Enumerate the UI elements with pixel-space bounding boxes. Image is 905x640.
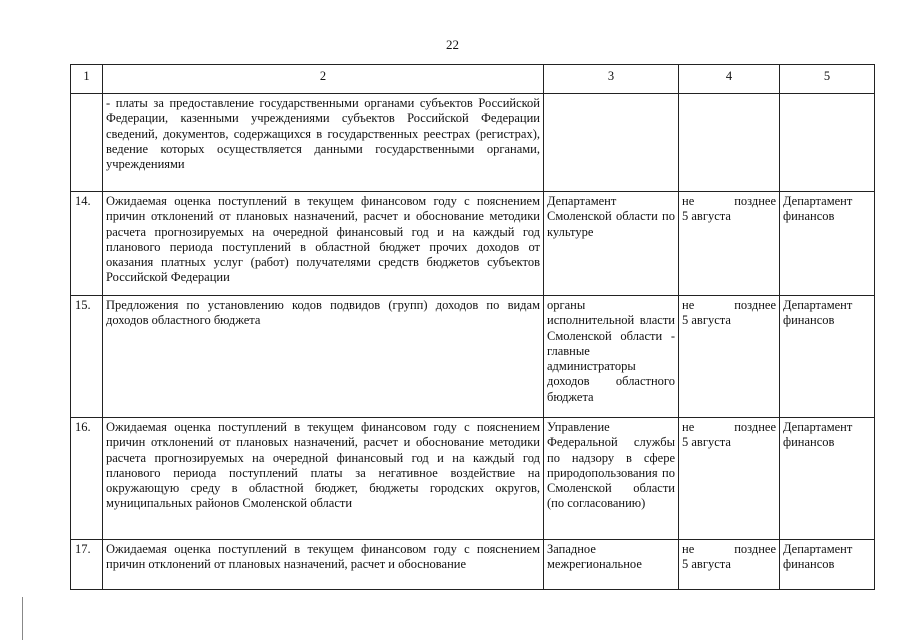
column-header-5: 5 [780,65,875,94]
row-description: Ожидаемая оценка поступлений в текущем финансовом году с пояснением причин отклонений от плановых назначений, расчет и обоснование методики расчета прогнозируемых на очередной финансовый год и на каждый год планового периода поступлений в областной бюджет прочих доходов от оказания платных услуг (работ) получателями средств бюджетов субъектов Российской Федерации [103,192,544,296]
column-header-1: 1 [71,65,103,94]
deadline-word-a: не [682,542,695,556]
row-number [71,94,103,192]
row-description: - платы за предоставление государственными органами субъектов Российской Федерации, казенными учреждениями субъектов Российской Федерации сведений, документов, содержащихся в государственных реестрах (регистрах), ведение которых осуществляется данными государственными органами, учреждениями [103,94,544,192]
table-row [71,192,875,296]
page-number: 22 [446,37,459,52]
row-description: Ожидаемая оценка поступлений в текущем финансовом году с пояснением причин отклонений от плановых назначений, расчет и обоснование [103,540,544,590]
row-deadline [679,540,780,590]
row-number: 16. [71,418,103,540]
table-row [71,418,875,540]
row-responsible: Департамент Смоленской области по культуре [544,192,679,296]
deadline-word-a: не [682,194,695,208]
deadline-word-a: не [682,298,695,312]
deadline-table [70,64,875,590]
deadline-date: 5 августа [682,209,731,224]
row-number: 17. [71,540,103,590]
scan-edge-mark [22,597,23,640]
column-header-4: 4 [679,65,780,94]
row-number: 15. [71,296,103,418]
row-recipient: Департамент финансов [780,296,875,418]
row-responsible: Управление Федеральной службы по надзору в сфере природопользования по Смоленской области (по согласованию) [544,418,679,540]
row-deadline [679,192,780,296]
row-description: Ожидаемая оценка поступлений в текущем финансовом году с пояснением причин отклонений от плановых назначений, расчет и обоснование методики расчета прогнозируемых на очередной финансовый год и на каждый год планового периода поступлений платы за негативное воздействие на окружающую среду в областной бюджет, бюджеты городских округов, муниципальных районов Смоленской области [103,418,544,540]
row-recipient: Департамент финансов [780,192,875,296]
row-description: Предложения по установлению кодов подвидов (групп) доходов по видам доходов областного бюджета [103,296,544,418]
table-row [71,94,875,192]
row-deadline [679,418,780,540]
deadline-date: 5 августа [682,557,731,572]
deadline-word-b: позднее [734,420,776,434]
column-header-2: 2 [103,65,544,94]
row-deadline [679,94,780,192]
table-row [71,296,875,418]
deadline-word-b: позднее [734,194,776,208]
column-header-3: 3 [544,65,679,94]
row-responsible: органы исполнительной власти Смоленской области - главные администраторы доходов областного бюджета [544,296,679,418]
row-responsible: Западное межрегиональное [544,540,679,590]
row-recipient: Департамент финансов [780,418,875,540]
deadline-date: 5 августа [682,313,731,328]
header-row [71,65,875,94]
row-number: 14. [71,192,103,296]
deadline-word-a: не [682,420,695,434]
table-row [71,540,875,590]
deadline-date: 5 августа [682,435,731,450]
row-recipient: Департамент финансов [780,540,875,590]
row-deadline [679,296,780,418]
row-responsible [544,94,679,192]
deadline-word-b: позднее [734,542,776,556]
row-recipient [780,94,875,192]
deadline-word-b: позднее [734,298,776,312]
